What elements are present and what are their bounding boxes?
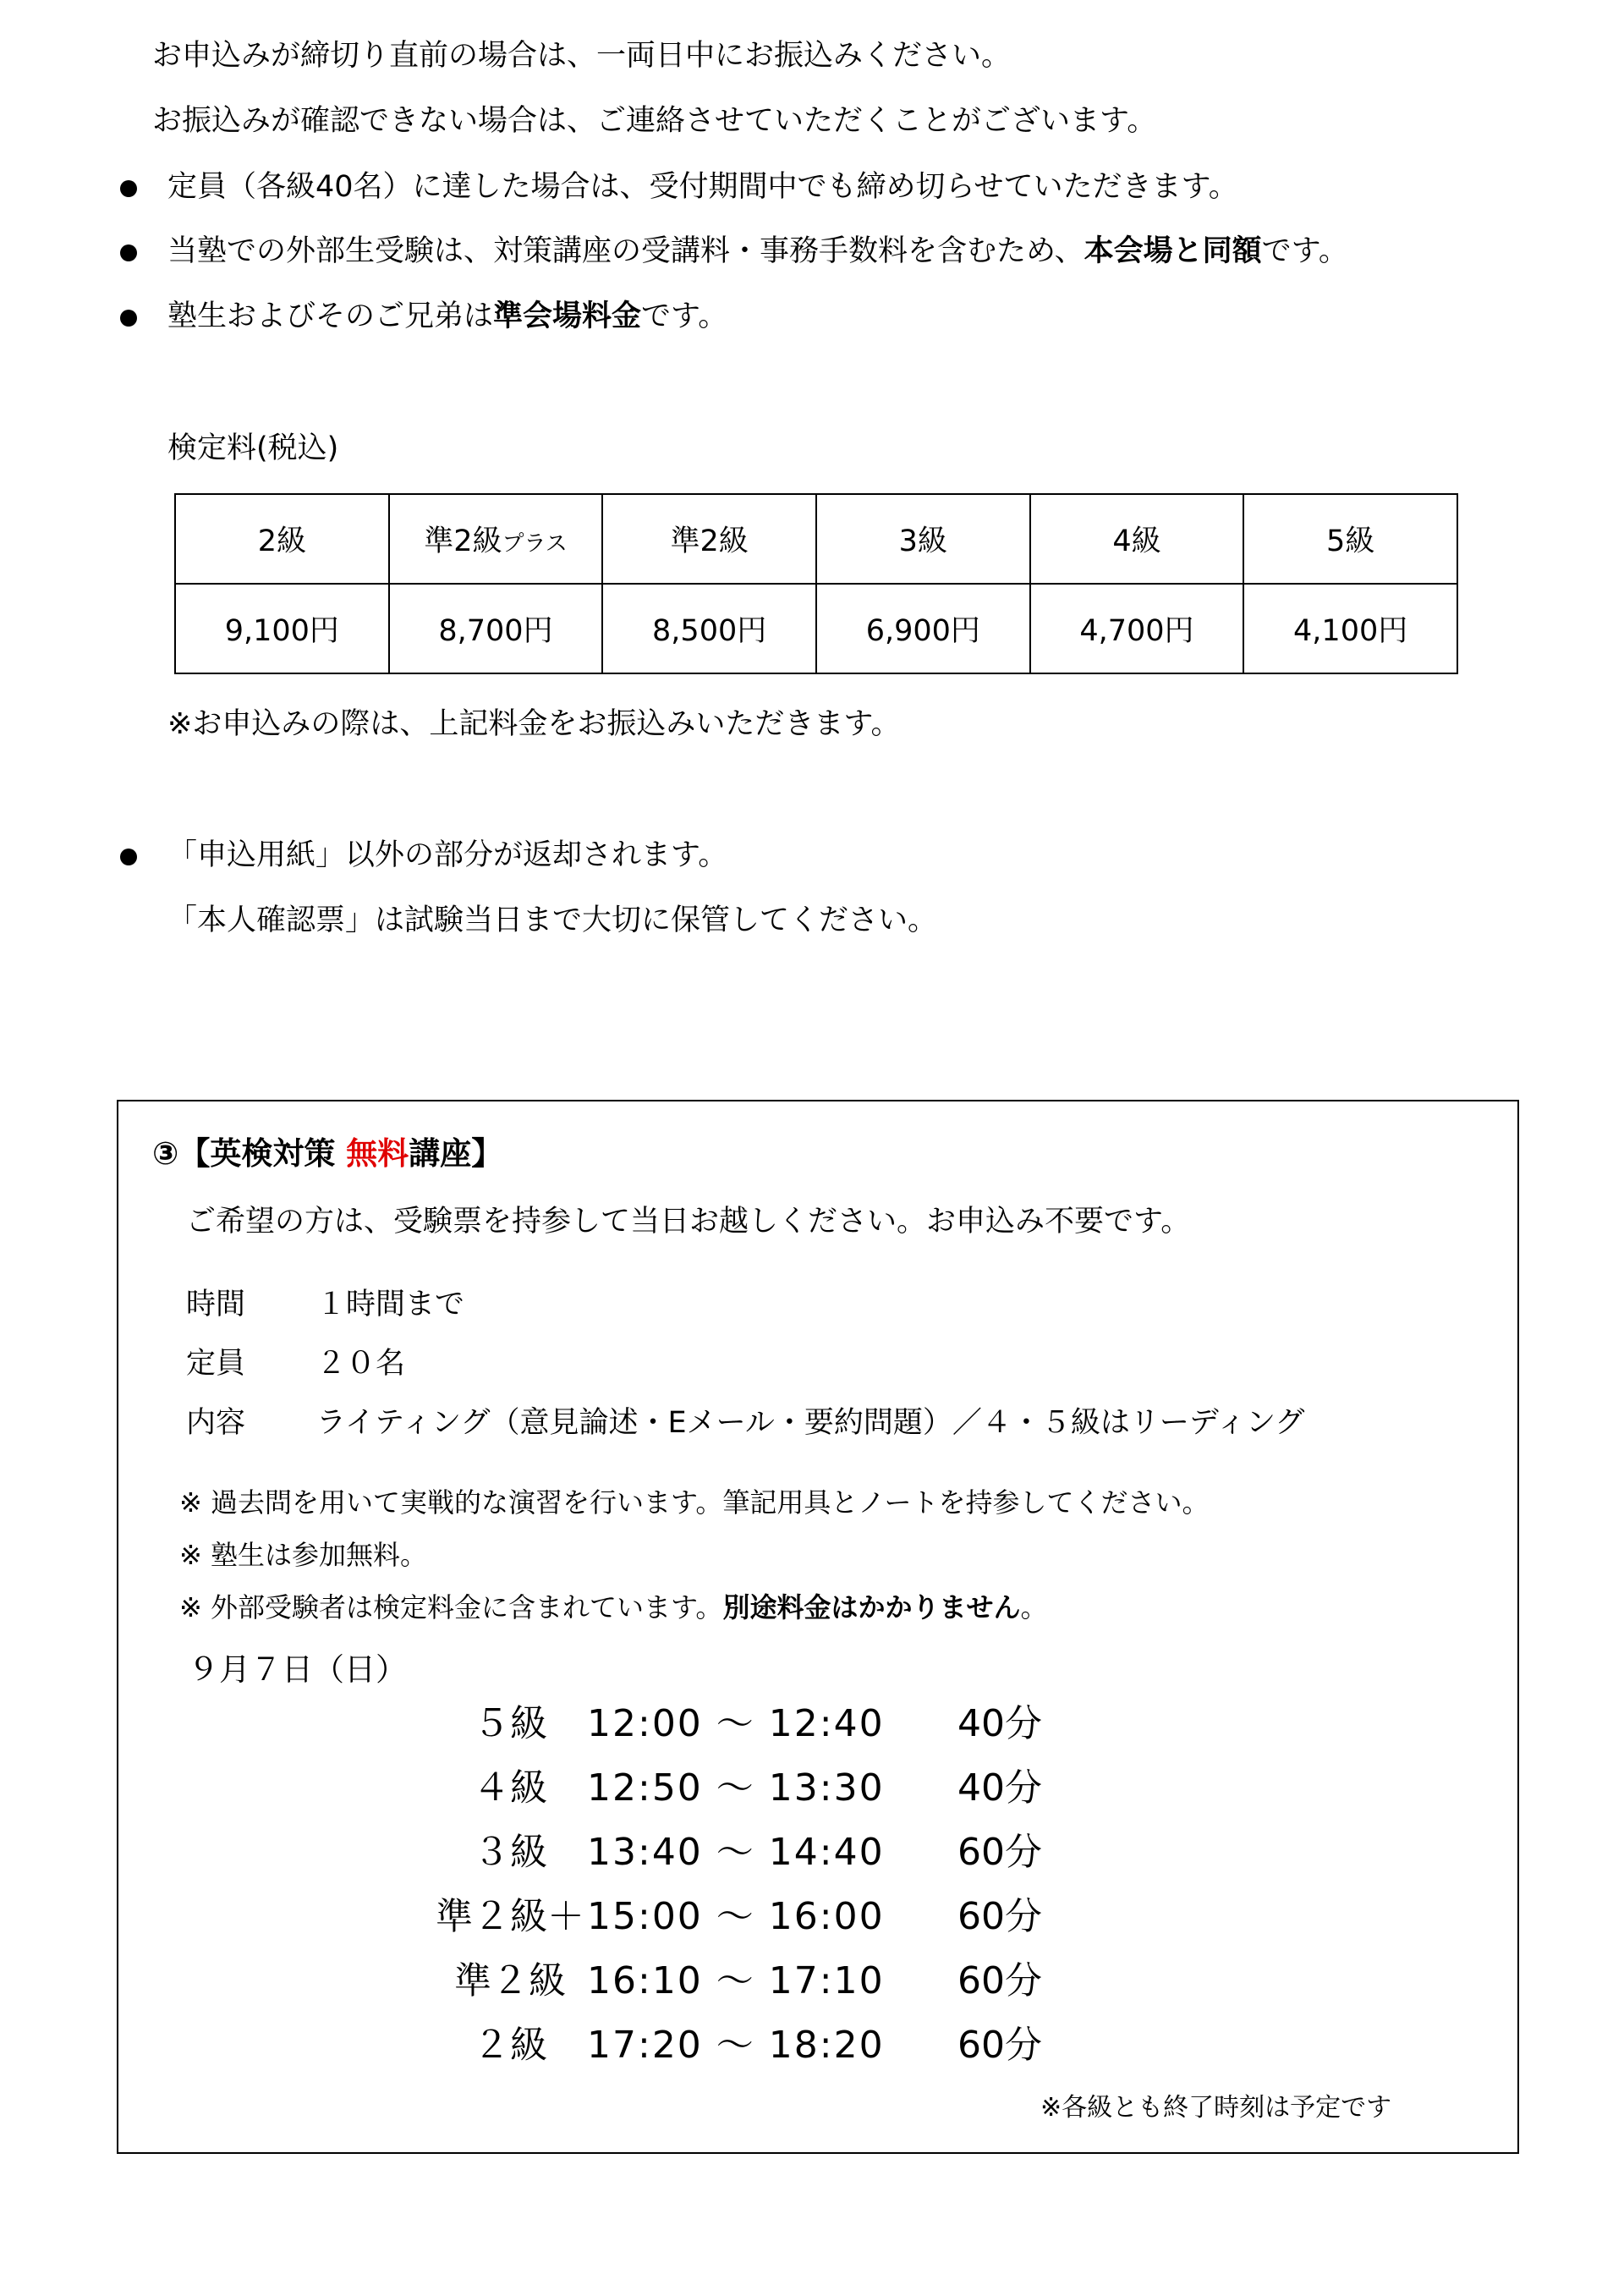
price-cell: 9,100円 — [175, 584, 389, 673]
grade-cell: 準2級プラス — [389, 494, 603, 584]
schedule-duration: 60分 — [957, 1895, 1042, 1938]
course-date: ９月７日（日） — [188, 1651, 407, 1688]
schedule-row — [433, 1893, 1076, 1941]
bullet-icon — [120, 849, 137, 865]
grade-cell: 準2級 — [602, 494, 816, 584]
schedule-grade: ５級 — [473, 1702, 547, 1745]
grade-cell: 3級 — [816, 494, 1030, 584]
info-content-value: ライティング（意見論述・Eメール・要約問題）／４・５級はリーディング — [316, 1406, 1305, 1440]
schedule-duration: 40分 — [957, 1766, 1042, 1810]
note-line-2: お振込みが確認できない場合は、ご連絡させていただくことがございます。 — [152, 104, 1157, 138]
schedule-row — [433, 2022, 1076, 2069]
info-capacity-label: 定員 — [186, 1347, 246, 1381]
schedule-row — [433, 1700, 1076, 1748]
info-time-value: １時間まで — [316, 1288, 465, 1321]
schedule-grade: ２級 — [473, 2024, 547, 2067]
return-note: 「申込用紙」以外の部分が返却されます。 — [167, 838, 728, 872]
bullet-capacity: 定員（各級40名）に達した場合は、受付期間中でも締め切らせていただきます。 — [167, 170, 1238, 204]
grade-cell: 2級 — [175, 494, 389, 584]
schedule-duration: 40分 — [957, 1702, 1042, 1745]
schedule-time: 16:10 ～ 17:10 — [587, 1959, 885, 2002]
schedule-time: 17:20 ～ 18:20 — [587, 2024, 885, 2067]
bold-semi-venue-fee: 準会場料金 — [493, 299, 642, 333]
bullet-outside-students: 当塾での外部生受験は、対策講座の受講料・事務手数料を含むため、本会場と同額です。 — [167, 234, 1348, 268]
course-note-2: ※ 塾生は参加無料。 — [179, 1539, 427, 1571]
info-capacity-value: ２０名 — [316, 1347, 406, 1381]
schedule-duration: 60分 — [957, 2024, 1042, 2067]
fee-note: ※お申込みの際は、上記料金をお振込みいただきます。 — [167, 707, 901, 741]
price-cell: 8,700円 — [389, 584, 603, 673]
grade-cell: 4級 — [1030, 494, 1244, 584]
schedule-grade: 準２級＋ — [436, 1895, 584, 1938]
schedule-grade: 準２級 — [454, 1959, 566, 2002]
keep-ticket-note: 「本人確認票」は試験当日まで大切に保管してください。 — [167, 904, 938, 937]
schedule-time: 13:40 ～ 14:40 — [587, 1831, 885, 1874]
schedule-time: 12:00 ～ 12:40 — [587, 1702, 885, 1745]
bullet-icon — [120, 310, 137, 327]
course-intro: ご希望の方は、受験票を持参して当日お越しください。お申込み不要です。 — [186, 1205, 1191, 1239]
price-cell: 6,900円 — [816, 584, 1030, 673]
schedule-duration: 60分 — [957, 1959, 1042, 2002]
info-content-label: 内容 — [186, 1406, 246, 1440]
course-note-1: ※ 過去問を用いて実戦的な演習を行います。筆記用具とノートを持参してください。 — [179, 1486, 1210, 1519]
note-line-1: お申込みが締切り直前の場合は、一両日中にお振込みください。 — [152, 39, 1012, 73]
fee-price-row — [175, 584, 1457, 673]
bold-same-fee: 本会場と同額 — [1084, 234, 1262, 268]
schedule-duration: 60分 — [957, 1831, 1042, 1874]
schedule-footnote: ※各級とも終了時刻は予定です — [1040, 2093, 1392, 2123]
price-cell: 4,700円 — [1030, 584, 1244, 673]
free-label: 無料 — [346, 1135, 409, 1172]
fee-table — [174, 493, 1458, 674]
bullet-icon — [120, 180, 137, 197]
price-cell: 8,500円 — [602, 584, 816, 673]
fee-grade-row — [175, 494, 1457, 584]
schedule-grade: ３級 — [473, 1831, 547, 1874]
schedule-row — [433, 1829, 1076, 1876]
schedule-row — [433, 1765, 1076, 1812]
course-note-3: ※ 外部受験者は検定料金に含まれています。別途料金はかかりません。 — [179, 1591, 1048, 1623]
course-title: ③【英検対策 無料講座】 — [152, 1135, 503, 1172]
price-cell: 4,100円 — [1243, 584, 1457, 673]
bullet-siblings: 塾生およびそのご兄弟は準会場料金です。 — [167, 299, 728, 333]
free-course-box — [117, 1100, 1519, 2154]
info-time-label: 時間 — [186, 1288, 246, 1321]
schedule-time: 15:00 ～ 16:00 — [587, 1895, 885, 1938]
grade-cell: 5級 — [1243, 494, 1457, 584]
schedule-grade: ４級 — [473, 1766, 547, 1810]
schedule-row — [433, 1958, 1076, 2005]
bullet-icon — [120, 244, 137, 261]
schedule-time: 12:50 ～ 13:30 — [587, 1766, 885, 1810]
fee-caption: 検定料(税込) — [167, 431, 339, 465]
